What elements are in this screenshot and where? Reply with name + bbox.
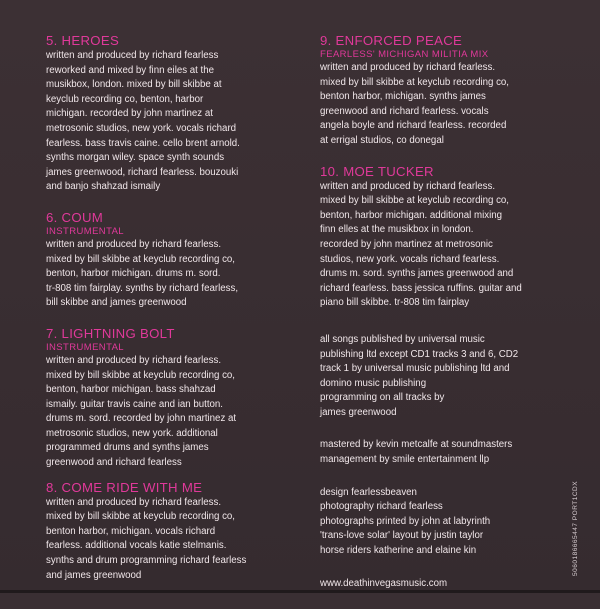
track-title: 5. HEROES <box>46 33 120 48</box>
left-column <box>46 33 316 598</box>
track-credit <box>46 480 316 584</box>
track-title: 7. LIGHTNING BOLT <box>46 325 175 341</box>
track-subtitle: INSTRUMENTAL <box>46 225 124 237</box>
track-title: 9. ENFORCED PEACE <box>320 33 463 48</box>
mastering-note: mastered by kevin metcalfe at soundmasters management by smile entertainment llp <box>320 439 513 466</box>
track-credits: written and produced by richard fearless. mixed by bill skibbe at keyclub recording co, benton, harbor michigan. drums m. sord. tr-808 tim fairplay. synths by richard fearless, bill skibbe and james greenwood <box>46 238 239 309</box>
track-credit <box>320 33 580 149</box>
track-subtitle: FEARLESS' MICHIGAN MILITIA MIX <box>320 49 489 60</box>
right-column <box>320 33 580 609</box>
track-credits: written and produced by richard fearless. mixed by bill skibbe at keyclub recording co, benton, harbor michigan. bass shahzad ismaily. guitar travis caine and ian button. drums m. sord. recorded by john martinez at metrosonic studios, new york. additional programmed drums and synths james greenwood and richard fearless <box>46 354 237 469</box>
track-credits: written and produced by richard fearless reworked and mixed by finn eiles at the musikbox, london. mixed by bill skibbe at keyclub recording co, benton, harbor michigan. recorded by john martinez at metrosonic studios, new york. vocals richard fearless. bass travis caine. cello brent arnold. synths morgan wiley. space synth sounds james greenwood, richard fearless. bouzouki and banjo shahzad ismaily <box>46 50 240 193</box>
publishing-note: all songs published by universal music publishing ltd except CD1 tracks 3 and 6, CD2 track 1 by universal music publishing ltd and domino music publishing programming on all tracks by james greenwood <box>320 333 519 418</box>
design-credits: design fearlessbeaven photography richard fearless photographs printed by john at labyrinth 'trans-love solar' layout by justin taylor horse riders katherine and elaine kin <box>320 486 491 557</box>
track-credit <box>46 210 316 311</box>
track-credits: written and produced by richard fearless. mixed by bill skibbe at keyclub recording co, benton harbor, michigan. synths james greenwood and richard fearless. vocals angela boyle and richard fearless. recorded at errigal studios, co donegal <box>320 62 509 146</box>
track-subtitle: INSTRUMENTAL <box>46 341 124 353</box>
track-title: 6. COUM <box>46 209 104 225</box>
catalog-number: 5060186665447 PORT1CDX <box>572 480 579 576</box>
track-title: 8. COME RIDE WITH ME <box>46 479 203 495</box>
track-credits: written and produced by richard fearless. mixed by bill skibbe at keyclub recording co, benton harbor, michigan. vocals richard fearless. additional vocals katie stelmanis. synths and drum programming richard fearless and james greenwood <box>46 496 247 581</box>
track-credit <box>46 326 316 471</box>
website-link[interactable]: www.deathinvegasmusic.com <box>320 577 448 589</box>
track-credit <box>320 164 580 311</box>
track-credit <box>46 33 316 195</box>
track-title: 10. MOE TUCKER <box>320 163 434 179</box>
track-credits: written and produced by richard fearless. mixed by bill skibbe at keyclub recording co, benton, harbor michigan. additional mixing finn elles at the musikbox in london. recorded by john martinez at metrosonic studios, new york. vocals richard fearless. drums m. sord. synths james greenwood and richard fearless. bass jessica ruffins. guitar and piano bill skibbe. tr-808 tim fairplay <box>320 180 522 309</box>
